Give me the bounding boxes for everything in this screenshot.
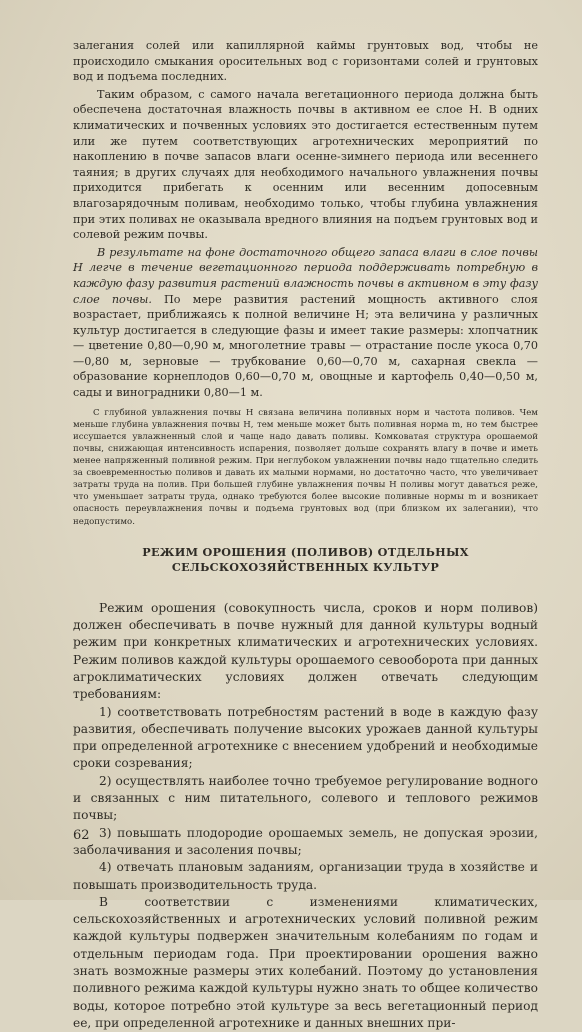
paragraph-1: залегания солей или капиллярной каймы грунтовых вод, чтобы не происходило смыкания оросительных вод с горизонтами солей и грунтовых вод и подъема последних. (73, 39, 538, 84)
page-number: 62 (73, 828, 90, 843)
paragraph-2: Таким образом, с самого начала вегетационного периода должна быть обеспечена достаточная влажность почвы в активном ее слое H. В одних климатических и почвенных условиях это достигается естественным путем или же путем соответствующих агротехнических мероприятий по накоплению в почве запасов влаги осенне-зимнего периода или весеннего таяния; в других случаях для необходимого начального увлажнения почвы приходится прибегать к осенним или весенним допосевным влагозарядочным поливам, необходимо только, чтобы глубина увлажнения при этих поливах не оказывала вредного влияния на подъем грунтовых вод и солевой режим почвы. (73, 87, 538, 242)
requirement-2: 2) осуществлять наиболее точно требуемое регулирование водного и связанных с ним питательного, солевого и теплового режимов почвы; (73, 773, 538, 823)
paragraph-3 (73, 245, 538, 401)
paragraph-3-text: По мере развития растений мощность активного слоя возрастает, приближаясь к полной величине H; эта величина у различных культур достигается в следующие фазы и имеет такие размеры: хлопчатник — цветение 0,80—0,90 м, многолетние травы — отрастание после укоса 0,70—0,80 м, зерновые — трубкование 0,60—0,70 м, сахарная свекла — образование корнеплодов 0,60—0,70 м, овощные и картофель 0,40—0,50 м, сады и виноградники 0,80—1 м. (73, 292, 538, 400)
requirement-1: 1) соответствовать потребностям растений в воде в каждую фазу развития, обеспечивать получение высоких урожаев данной культуры при определенной агротехнике с внесением удобрений и необходимые сроки созревания; (73, 704, 538, 771)
section-paragraph-2: В соответствии с изменениями климатических, сельскохозяйственных и агротехнических условий поливной режим каждой культуры подвержен значительным колебаниям по годам и отдельным периодам года. При проектировании орошения важно знать возможные размеры этих колебаний. Поэтому до установления поливного режима каждой культуры нужно знать то общее количество воды, которое потребно этой культуре за весь вегетационный период ее, при определенной агротехнике и данных внешних при- (73, 894, 538, 1030)
section-paragraph-1: Режим орошения (совокупность числа, сроков и норм поливов) должен обеспечивать в почве нужный для данной культуры водный режим при конкретных климатических и агротехнических условиях. Режим поливов каждой культуры орошаемого севооборота при данных агроклиматических условиях должен отвечать следующим требованиям: (73, 600, 538, 702)
section-heading: РЕЖИМ ОРОШЕНИЯ (ПОЛИВОВ) ОТДЕЛЬНЫХ СЕЛЬСКОХОЗЯЙСТВЕННЫХ КУЛЬТУР (142, 544, 469, 575)
footnote-paragraph: С глубиной увлажнения почвы H связана величина поливных норм и частота поливов. Чем меньше глубина увлажнения почвы H, тем меньше может быть поливная норма m, но тем быстрее иссушается увлажненный слой и чаще надо давать поливы. Комковатая структура орошаемой почвы, снижающая интенсивность испарения, позволяет дольше сохранять влагу в почве и иметь менее напряженный поливной режим. При неглубоком увлажнении почвы надо тщательно следить за своевременностью поливов и давать их малыми нормами, но достаточно часто, что увеличивает затраты труда на полив. При большей глубине увлажнения почвы H поливы могут даваться реже, что уменьшает затраты труда, однако требуются более высокие поливные нормы m и возникает опасность переувлажнения почвы и подъема грунтовых вод (при близком их залегании), что недопустимо. (73, 407, 538, 527)
requirement-4: 4) отвечать плановым заданиям, организации труда в хозяйстве и повышать производительность труда. (73, 860, 538, 892)
paragraph-3-emphasis: В результате на фоне достаточного общего запаса влаги в слое почвы H легче в течение вегетационного периода поддерживать потребную в каждую фазу развития растений влажность почвы в активном в эту фазу слое почвы. (73, 245, 538, 306)
requirement-3: 3) повышать плодородие орошаемых земель, не допуская эрозии, заболачивания и засоления почвы; (73, 825, 538, 857)
